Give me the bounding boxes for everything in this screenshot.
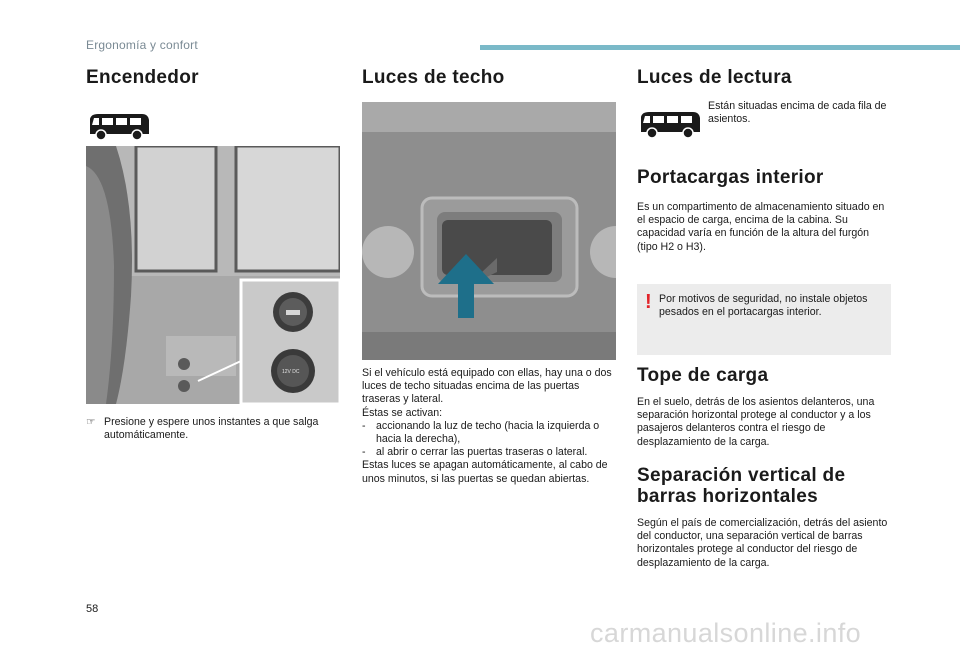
- title-luces-de-lectura: Luces de lectura: [637, 67, 792, 88]
- title-portacargas: Portacargas interior: [637, 167, 824, 188]
- sep-title-line2: barras horizontales: [637, 485, 818, 507]
- lighter-bullet-text: Presione y espere unos instantes a que salga automáticamente.: [104, 416, 319, 442]
- warning-text: Por motivos de seguridad, no instale objetos pesados en el portacargas interior.: [659, 293, 868, 319]
- title-tope-de-carga: Tope de carga: [637, 365, 769, 386]
- separation-text: Según el país de comercialización, detrás del asiento del conductor, una separación vertical de barras horizontales protege al conductor del riesgo de desplazamiento de la carga.: [637, 517, 888, 569]
- pointing-hand-icon: ☞: [86, 416, 96, 428]
- load-stop-text: En el suelo, detrás de los asientos delanteros, una separación horizontal protege al conductor y a los pasajeros delanteros contra el riesgo de desplazamiento de la carga.: [637, 396, 875, 448]
- cargo-text: Es un compartimento de almacenamiento situado en el espacio de carga, encima de la cabina. Su capacidad varía en función de la altura del furgón (tipo H2 o H3).: [637, 201, 885, 253]
- lighter-instructions: [86, 416, 340, 442]
- header-accent-bar: [480, 45, 960, 50]
- exclamation-icon: !: [645, 291, 652, 313]
- watermark: carmanualsonline.info: [590, 618, 862, 648]
- ceiling-dash-2: al abrir o cerrar las puertas traseras o lateral.: [376, 446, 588, 459]
- lighter-photo: [86, 146, 340, 404]
- ceiling-text-1: Si el vehículo está equipado con ellas, hay una o dos luces de techo situadas encima de las puertas traseras y lateral.: [362, 367, 612, 406]
- socket-label: 12V DC: [282, 369, 300, 375]
- page-number: 58: [86, 603, 99, 615]
- reading-lights-text: Están situadas encima de cada fila de asientos.: [708, 100, 887, 126]
- ceiling-light-text: Si el vehículo está equipado con ellas, hay una o dos luces de techo situadas encima de las puertas traseras y lateral. Éstas se activan: - accionando la luz de techo (hacia la izquierda o hacia la derecha), - al abrir o cerrar las puertas traseras o lateral. Estas luces se apagan automáticamente, al cabo de unos minutos, si las puertas se quedan abiertas.: [362, 367, 617, 486]
- ceiling-dash-1: accionando la luz de techo (hacia la izquierda o hacia la derecha),: [376, 419, 600, 446]
- ceiling-text-3: Estas luces se apagan automáticamente, al cabo de unos minutos, si las puertas se quedan abiertas.: [362, 459, 608, 485]
- minibus-icon: [637, 108, 703, 140]
- ceiling-text-2: Éstas se activan:: [362, 406, 443, 419]
- section-header: Ergonomía y confort: [86, 38, 198, 52]
- minibus-icon: [86, 110, 152, 142]
- title-luces-de-techo: Luces de techo: [362, 67, 505, 88]
- warning-box: [637, 284, 891, 355]
- title-separacion-vertical: [637, 466, 845, 508]
- ceiling-light-photo: [362, 102, 616, 360]
- sep-title-line1: Separación vertical de: [637, 465, 846, 486]
- title-encendedor: Encendedor: [86, 67, 199, 88]
